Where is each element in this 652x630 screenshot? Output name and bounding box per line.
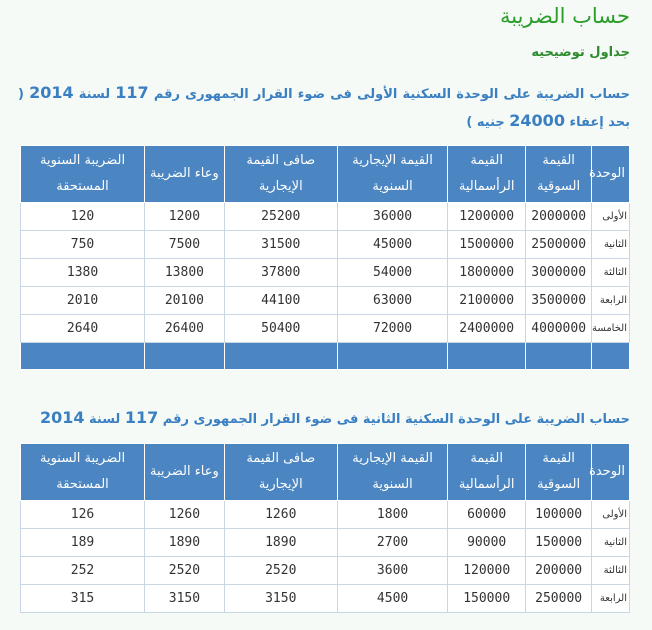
desc2-law-number: 117: [124, 408, 159, 427]
cell-market: 250000: [525, 585, 591, 613]
cell-capital: 1800000: [448, 259, 526, 287]
desc1-law-number: 117: [115, 83, 149, 102]
cell-net: 37800: [224, 259, 337, 287]
table-row: [21, 259, 630, 287]
section2-tax-table: [20, 443, 630, 613]
table-header-row: [21, 146, 630, 203]
footer-cell: [448, 343, 526, 370]
desc1-text-c: ( بحد إعفاء: [18, 87, 630, 130]
cell-unit: الرابعة: [592, 287, 630, 315]
table-row: [21, 287, 630, 315]
cell-tax: 2640: [21, 315, 145, 343]
header-unit: الوحدة: [592, 444, 630, 501]
cell-market: 150000: [525, 529, 591, 557]
cell-capital: 2100000: [448, 287, 526, 315]
cell-net: 1890: [224, 529, 337, 557]
cell-tax: 315: [21, 585, 145, 613]
cell-rent: 45000: [337, 231, 448, 259]
section2-description: [18, 405, 630, 433]
footer-cell: [145, 343, 225, 370]
table-row: [21, 315, 630, 343]
cell-base: 20100: [145, 287, 225, 315]
cell-unit: الثانية: [592, 529, 630, 557]
cell-base: 7500: [145, 231, 225, 259]
desc2-year: 2014: [39, 408, 85, 427]
footer-cell: [21, 343, 145, 370]
cell-tax: 252: [21, 557, 145, 585]
table-row: [21, 585, 630, 613]
header-annual-tax: الضريبة السنوية المستحقة: [21, 444, 145, 501]
table-row: [21, 203, 630, 231]
cell-unit: الأولى: [592, 203, 630, 231]
cell-market: 2000000: [525, 203, 591, 231]
cell-net: 25200: [224, 203, 337, 231]
desc1-exemption-amount: 24000: [509, 111, 565, 130]
cell-capital: 2400000: [448, 315, 526, 343]
cell-unit: الخامسة: [592, 315, 630, 343]
footer-cell: [592, 343, 630, 370]
cell-tax: 2010: [21, 287, 145, 315]
section1-description: [18, 80, 630, 136]
cell-capital: 90000: [448, 529, 526, 557]
page-subtitle: جداول توضيحيه: [531, 45, 630, 60]
cell-tax: 750: [21, 231, 145, 259]
cell-market: 100000: [525, 501, 591, 529]
cell-base: 2520: [145, 557, 225, 585]
cell-net: 2520: [224, 557, 337, 585]
table-row: [21, 557, 630, 585]
cell-capital: 1200000: [448, 203, 526, 231]
header-capital-value: القيمة الرأسمالية: [448, 444, 526, 501]
table-row: [21, 231, 630, 259]
cell-capital: 1500000: [448, 231, 526, 259]
cell-rent: 72000: [337, 315, 448, 343]
cell-net: 50400: [224, 315, 337, 343]
header-annual-rent: القيمة الإيجارية السنوية: [337, 146, 448, 203]
cell-net: 1260: [224, 501, 337, 529]
desc2-text-b: لسنة: [89, 412, 121, 427]
cell-tax: 120: [21, 203, 145, 231]
header-tax-base: وعاء الضريبة: [145, 444, 225, 501]
cell-unit: الثالثة: [592, 557, 630, 585]
header-net-rent: صافى القيمة الإيجارية: [224, 146, 337, 203]
table-row: [21, 529, 630, 557]
cell-capital: 60000: [448, 501, 526, 529]
cell-net: 3150: [224, 585, 337, 613]
cell-tax: 1380: [21, 259, 145, 287]
cell-unit: الأولى: [592, 501, 630, 529]
cell-rent: 54000: [337, 259, 448, 287]
cell-market: 4000000: [525, 315, 591, 343]
desc1-text-b: لسنة: [78, 87, 111, 102]
header-net-rent: صافى القيمة الإيجارية: [224, 444, 337, 501]
header-market-value: القيمة السوقية: [525, 444, 591, 501]
cell-unit: الثالثة: [592, 259, 630, 287]
footer-cell: [337, 343, 448, 370]
table-row: [21, 501, 630, 529]
cell-capital: 150000: [448, 585, 526, 613]
cell-rent: 3600: [337, 557, 448, 585]
section1-tax-table: [20, 145, 630, 370]
cell-market: 200000: [525, 557, 591, 585]
cell-rent: 1800: [337, 501, 448, 529]
table-header-row: [21, 444, 630, 501]
desc1-text-a: حساب الضريبة على الوحدة السكنية الأولى فى ضوء القرار الجمهورى رقم: [153, 87, 630, 102]
cell-tax: 126: [21, 501, 145, 529]
cell-base: 1200: [145, 203, 225, 231]
cell-market: 2500000: [525, 231, 591, 259]
cell-rent: 63000: [337, 287, 448, 315]
cell-base: 3150: [145, 585, 225, 613]
header-unit: الوحدة: [592, 146, 630, 203]
cell-base: 1890: [145, 529, 225, 557]
cell-base: 26400: [145, 315, 225, 343]
desc2-text-a: حساب الضريبة على الوحدة السكنية الثانية فى ضوء القرار الجمهورى رقم: [162, 412, 630, 427]
cell-unit: الرابعة: [592, 585, 630, 613]
cell-rent: 2700: [337, 529, 448, 557]
header-tax-base: وعاء الضريبة: [145, 146, 225, 203]
cell-base: 13800: [145, 259, 225, 287]
header-annual-tax: الضريبة السنوية المستحقة: [21, 146, 145, 203]
desc1-text-d: جنيه ): [466, 115, 505, 130]
desc1-year: 2014: [29, 83, 74, 102]
header-market-value: القيمة السوقية: [525, 146, 591, 203]
cell-unit: الثانية: [592, 231, 630, 259]
cell-rent: 4500: [337, 585, 448, 613]
page-title: حساب الضريبة: [499, 4, 630, 28]
header-annual-rent: القيمة الإيجارية السنوية: [337, 444, 448, 501]
cell-market: 3500000: [525, 287, 591, 315]
cell-net: 44100: [224, 287, 337, 315]
cell-rent: 36000: [337, 203, 448, 231]
cell-capital: 120000: [448, 557, 526, 585]
footer-cell: [525, 343, 591, 370]
cell-tax: 189: [21, 529, 145, 557]
cell-market: 3000000: [525, 259, 591, 287]
footer-cell: [224, 343, 337, 370]
header-capital-value: القيمة الرأسمالية: [448, 146, 526, 203]
cell-base: 1260: [145, 501, 225, 529]
cell-net: 31500: [224, 231, 337, 259]
table-footer-row: [21, 343, 630, 370]
